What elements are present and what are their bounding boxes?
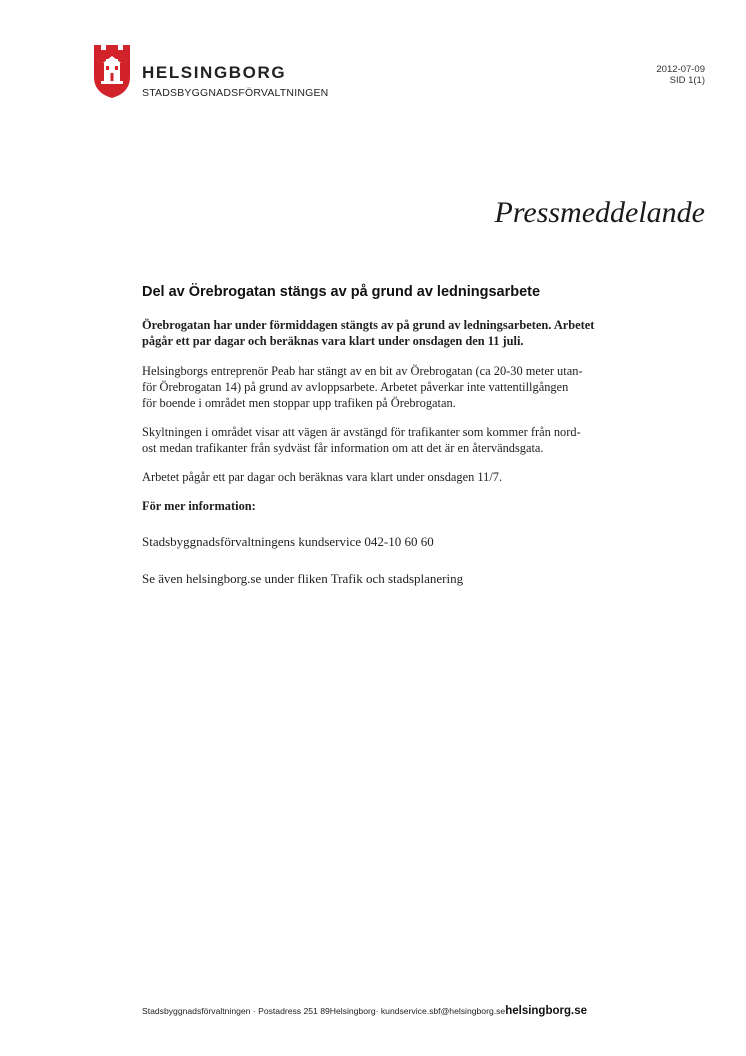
- body-line: Arbetet pågår ett par dagar och beräknas vara klart under onsdagen 11/7.: [142, 470, 503, 484]
- lead-line: pågår ett par dagar och beräknas vara klart under onsdagen den 11 juli.: [142, 334, 524, 348]
- document-type-title: Pressmeddelande: [494, 196, 705, 229]
- page-number: SID 1(1): [669, 75, 705, 86]
- body-paragraph: [142, 424, 612, 456]
- see-also-note: Se även helsingborg.se under fliken Trafik och stadsplanering: [142, 571, 464, 586]
- document-date: 2012-07-09: [656, 64, 705, 75]
- article-headline: Del av Örebrogatan stängs av på grund av ledningsarbete: [142, 284, 541, 300]
- footer-contact-text: Stadsbyggnadsförvaltningen · Postadress 251 89Helsingborg· kundservice.sbf@helsingborg.se: [142, 1006, 506, 1016]
- department-name: STADSBYGGNADSFÖRVALTNINGEN: [142, 87, 329, 99]
- body-paragraph: [142, 363, 612, 411]
- document-meta: [656, 64, 705, 86]
- article-body: [142, 317, 612, 608]
- footer-brand: helsingborg.se: [505, 1005, 587, 1017]
- helsingborg-coat-of-arms-icon: [92, 43, 132, 99]
- contact-info: Stadsbyggnadsförvaltningens kundservice 042-10 60 60: [142, 534, 434, 549]
- body-line: Helsingborgs entreprenör Peab har stängt av en bit av Örebrogatan (ca 20-30 meter utan-: [142, 364, 583, 378]
- body-line: ost medan trafikanter från sydväst får information om att det är en återvändsgata.: [142, 441, 544, 455]
- org-name: HELSINGBORG: [142, 63, 287, 82]
- body-paragraph: [142, 469, 612, 485]
- body-line: för boende i området men stoppar upp trafiken på Örebrogatan.: [142, 396, 456, 410]
- lead-line: Örebrogatan har under förmiddagen stängts av på grund av ledningsarbeten. Arbetet: [142, 318, 595, 332]
- body-line: för Örebrogatan 14) på grund av avloppsarbete. Arbetet påverkar inte vattentillgången: [142, 380, 569, 394]
- more-info-label: För mer information:: [142, 499, 256, 513]
- body-line: Skyltningen i området visar att vägen är avstängd för trafikanter som kommer från nord-: [142, 425, 581, 439]
- footer: [142, 1005, 587, 1017]
- lead-paragraph: [142, 317, 612, 349]
